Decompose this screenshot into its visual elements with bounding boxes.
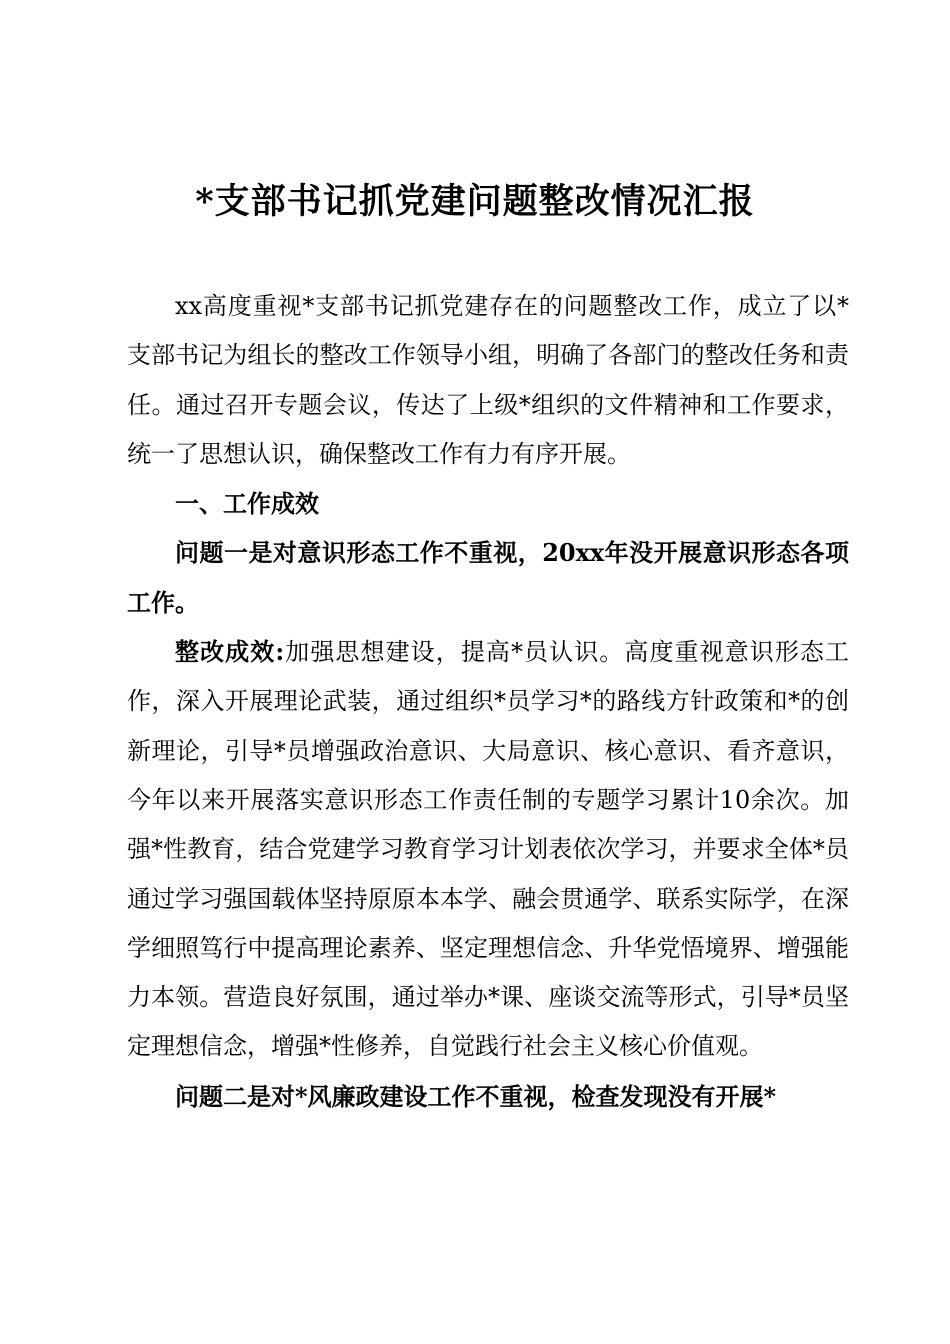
document-body	[127, 282, 849, 1121]
section-heading: 一、工作成效	[175, 489, 319, 519]
result-one-paragraph	[127, 627, 849, 1072]
problem-two-paragraph: 问题二是对*风廉政建设工作不重视，检查发现没有开展*	[175, 1081, 777, 1111]
result-one-text: 加强思想建设，提高*员认识。高度重视意识形态工作，深入开展理论武装，通过组织*员学习*的路线方针政策和*的创新理论，引导*员增强政治意识、大局意识、核心意识、看齐意识，今年以来开展落实意识形态工作责任制的专题学习累计10余次。加强*性教育，结合党建学习教育学习计划表依次学习，并要求全体*员通过学习强国载体坚持原原本本学、融会贯通学、联系实际学，在深学细照笃行中提高理论素养、坚定理想信念、升华党悟境界、增强能力本领。营造良好氛围，通过举办*课、座谈交流等形式，引导*员坚定理想信念，增强*性修养，自觉践行社会主义核心价值观。	[127, 638, 850, 1061]
document-title: *支部书记抓党建问题整改情况汇报	[195, 181, 755, 222]
problem-one-paragraph: 问题一是对意识形态工作不重视，20xx年没开展意识形态各项工作。	[127, 538, 849, 617]
intro-paragraph: xx高度重视*支部书记抓党建存在的问题整改工作，成立了以*支部书记为组长的整改工作领导小组，明确了各部门的整改任务和责任。通过召开专题会议，传达了上级*组织的文件精神和工作要求，统一了思想认识，确保整改工作有力有序开展。	[127, 292, 849, 468]
result-one-label: 整改成效:	[175, 637, 285, 667]
